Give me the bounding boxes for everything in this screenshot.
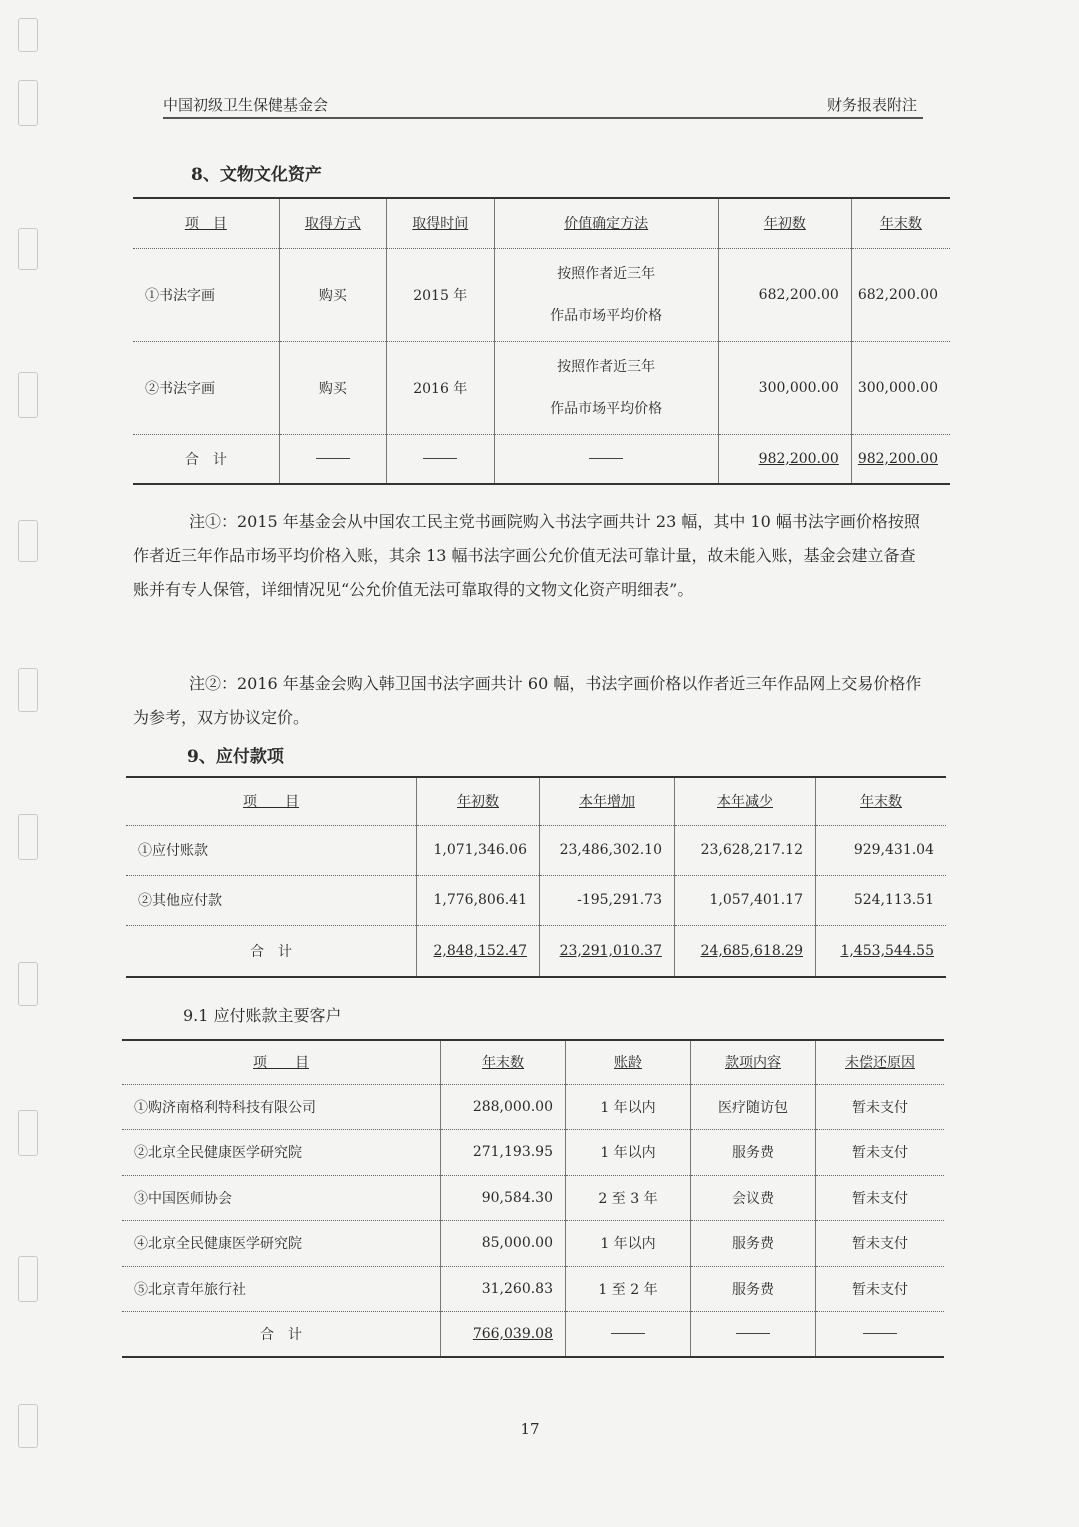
col-header: 价值确定方法	[494, 198, 718, 248]
section-8-title: 8、文物文化资产	[191, 165, 322, 185]
empty-dash	[816, 1311, 945, 1357]
col-header: 年末数	[441, 1040, 566, 1084]
age-cell: 2 至 3 年	[566, 1175, 691, 1220]
end-cell: 288,000.00	[441, 1084, 566, 1129]
table-row	[133, 341, 950, 434]
binder-mark	[18, 962, 38, 1006]
binder-mark	[18, 80, 38, 126]
reason-cell: 暂未支付	[816, 1084, 945, 1129]
dash-mark	[611, 1333, 645, 1334]
empty-dash	[387, 434, 494, 484]
header-doc-title: 财务报表附注	[827, 96, 918, 114]
empty-dash	[494, 434, 718, 484]
time-cell: 2015 年	[387, 248, 494, 341]
end-cell: 300,000.00	[851, 341, 950, 434]
cultural-assets-table	[133, 197, 950, 485]
item-cell: ②其他应付款	[126, 875, 417, 925]
valuation-line: 作品市场平均价格	[550, 307, 663, 324]
col-header: 账龄	[566, 1040, 691, 1084]
binder-mark	[18, 1404, 38, 1448]
note-2: 注②：2016 年基金会购入韩卫国书法字画共计 60 幅，书法字画价格以作者近三年作品网上交易价格作为参考，双方协议定价。	[133, 674, 922, 727]
valuation-cell	[494, 248, 718, 341]
dash-mark	[863, 1333, 897, 1334]
item-cell: ④北京全民健康医学研究院	[122, 1220, 441, 1266]
table-row	[122, 1175, 944, 1220]
age-cell: 1 年以内	[566, 1129, 691, 1175]
valuation-line: 按照作者近三年	[557, 265, 656, 282]
binder-mark	[18, 1110, 38, 1156]
total-label: 合 计	[126, 925, 417, 977]
end-cell: 85,000.00	[441, 1220, 566, 1266]
reason-cell: 暂未支付	[816, 1175, 945, 1220]
reason-cell: 暂未支付	[816, 1266, 945, 1311]
binder-mark	[18, 372, 38, 418]
valuation-line: 作品市场平均价格	[550, 400, 663, 417]
table-row	[122, 1084, 944, 1129]
end-cell: 90,584.30	[441, 1175, 566, 1220]
empty-dash	[691, 1311, 816, 1357]
col-header: 项 目	[253, 1055, 309, 1072]
section-9-1-title: 9.1 应付账款主要客户	[183, 1006, 342, 1025]
total-end: 982,200.00	[851, 434, 950, 484]
col-header: 年初数	[718, 198, 851, 248]
note-1: 注①：2015 年基金会从中国农工民主党书画院购入书法字画共计 23 幅，其中 10 幅书法字画价格按照作者近三年作品市场平均价格入账，其余 13 幅书法字画公允价值无法可靠计量，故未能入账，基金会建立备查账并有专人保管，详细情况见“公允价值无法可靠取得的文物文化资产明细表”。	[133, 512, 920, 599]
col-header: 项 目	[243, 794, 299, 811]
item-cell: ③中国医师协会	[122, 1175, 441, 1220]
content-cell: 服务费	[691, 1220, 816, 1266]
increase-cell: -195,291.73	[540, 875, 675, 925]
page-number: 17	[520, 1420, 540, 1438]
col-header: 款项内容	[691, 1040, 816, 1084]
begin-cell: 1,071,346.06	[417, 825, 540, 875]
time-cell: 2016 年	[387, 341, 494, 434]
total-row	[126, 925, 946, 977]
empty-dash	[566, 1311, 691, 1357]
table-row	[122, 1129, 944, 1175]
table-row	[122, 1266, 944, 1311]
col-header: 年末数	[851, 198, 950, 248]
col-header: 年末数	[816, 777, 947, 825]
valuation-cell	[494, 341, 718, 434]
header-rule	[163, 117, 923, 119]
binder-mark	[18, 18, 38, 52]
begin-cell: 1,776,806.41	[417, 875, 540, 925]
content-cell: 医疗随访包	[691, 1084, 816, 1129]
binder-mark	[18, 814, 38, 860]
total-increase: 23,291,010.37	[540, 925, 675, 977]
reason-cell: 暂未支付	[816, 1220, 945, 1266]
table-row	[122, 1220, 944, 1266]
total-end: 766,039.08	[441, 1311, 566, 1357]
total-row	[122, 1311, 944, 1357]
increase-cell: 23,486,302.10	[540, 825, 675, 875]
binder-mark	[18, 1256, 38, 1302]
item-cell: ②北京全民健康医学研究院	[122, 1129, 441, 1175]
age-cell: 1 年以内	[566, 1084, 691, 1129]
item-cell: ①购济南格利特科技有限公司	[122, 1084, 441, 1129]
item-cell: ①应付账款	[126, 825, 417, 875]
age-cell: 1 至 2 年	[566, 1266, 691, 1311]
content-cell: 服务费	[691, 1129, 816, 1175]
empty-dash	[279, 434, 386, 484]
payables-table	[126, 776, 946, 978]
dash-mark	[589, 458, 623, 459]
decrease-cell: 23,628,217.12	[675, 825, 816, 875]
binder-mark	[18, 668, 38, 712]
end-cell: 31,260.83	[441, 1266, 566, 1311]
end-cell: 271,193.95	[441, 1129, 566, 1175]
method-cell: 购买	[279, 248, 386, 341]
content-cell: 会议费	[691, 1175, 816, 1220]
reason-cell: 暂未支付	[816, 1129, 945, 1175]
end-cell: 524,113.51	[816, 875, 947, 925]
dash-mark	[423, 458, 457, 459]
total-label: 合 计	[122, 1311, 441, 1357]
end-cell: 929,431.04	[816, 825, 947, 875]
table-row	[133, 248, 950, 341]
total-row	[133, 434, 950, 484]
section-9-title: 9、应付款项	[187, 747, 284, 767]
total-decrease: 24,685,618.29	[675, 925, 816, 977]
item-cell: ②书法字画	[133, 341, 279, 434]
col-header: 取得时间	[387, 198, 494, 248]
age-cell: 1 年以内	[566, 1220, 691, 1266]
begin-cell: 300,000.00	[718, 341, 851, 434]
valuation-line: 按照作者近三年	[557, 358, 656, 375]
dash-mark	[316, 458, 350, 459]
decrease-cell: 1,057,401.17	[675, 875, 816, 925]
total-label: 合 计	[133, 434, 279, 484]
binder-mark	[18, 520, 38, 562]
col-header: 取得方式	[279, 198, 386, 248]
dash-mark	[736, 1333, 770, 1334]
item-cell: ⑤北京青年旅行社	[122, 1266, 441, 1311]
total-end: 1,453,544.55	[816, 925, 947, 977]
total-begin: 982,200.00	[718, 434, 851, 484]
header-org: 中国初级卫生保健基金会	[163, 96, 329, 114]
col-header: 本年减少	[675, 777, 816, 825]
table-row	[126, 875, 946, 925]
col-header: 项 目	[184, 216, 227, 233]
binder-mark	[18, 228, 38, 270]
main-creditors-table	[122, 1039, 944, 1358]
col-header: 年初数	[417, 777, 540, 825]
total-begin: 2,848,152.47	[417, 925, 540, 977]
item-cell: ①书法字画	[133, 248, 279, 341]
method-cell: 购买	[279, 341, 386, 434]
begin-cell: 682,200.00	[718, 248, 851, 341]
end-cell: 682,200.00	[851, 248, 950, 341]
col-header: 未偿还原因	[816, 1040, 945, 1084]
col-header: 本年增加	[540, 777, 675, 825]
content-cell: 服务费	[691, 1266, 816, 1311]
table-row	[126, 825, 946, 875]
